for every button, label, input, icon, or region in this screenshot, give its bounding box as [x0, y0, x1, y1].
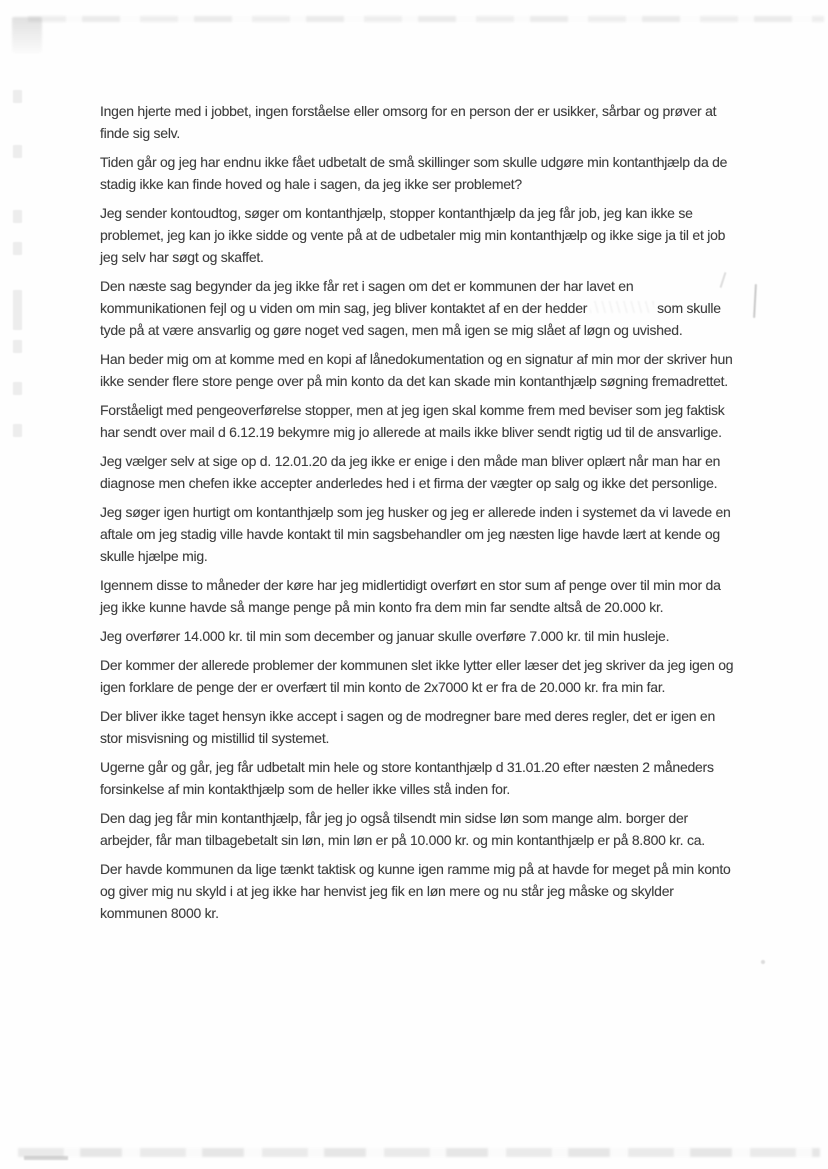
paragraph-3: Jeg sender kontoudtog, søger om kontanthjælp, stopper kontanthjælp da jeg får job, jeg kan ikke se problemet, jeg kan jo ikke sidde og vente på at de udbetaler mig min kontanthjælp og ikke sige ja til et job jeg selv har søgt og skaffet.: [100, 205, 726, 265]
paragraph-4: [100, 275, 736, 341]
scan-edge-smudge: [13, 340, 22, 353]
scan-edge-smudge: [13, 145, 22, 158]
scan-streak-top: [28, 16, 824, 22]
scan-smudge-bottom-left: [24, 1156, 68, 1160]
scan-edge-smudge: [13, 90, 22, 103]
paragraph-2: Tiden går og jeg har endnu ikke fået udbetalt de små skillinger som skulle udgøre min kontanthjælp da de stadig ikke kan finde hoved og hale i sagen, da jeg ikke ser problemet?: [100, 154, 728, 192]
paragraph-4-text-after: som skulle tyde på at være ansvarlig og gøre noget ved sagen, men må igen se mig slået af løgn og uvished.: [100, 300, 721, 338]
scan-edge-smudge: [13, 210, 22, 223]
scan-edge-smudge: [13, 424, 22, 437]
scan-edge-smudge: [13, 382, 22, 395]
paragraph-6: Forståeligt med pengeoverførelse stopper, men at jeg igen skal komme frem med beviser som jeg faktisk har sendt over mail d 6.12.19 bekymre mig jo allerede at mails ikke bliver sendt rigtig ud til de ansvarlige.: [100, 402, 725, 440]
paragraph-7: Jeg vælger selv at sige op d. 12.01.20 da jeg ikke er enige i den måde man bliver oplært når man har en diagnose men chefen ikke accepter anderledes hed i et firma der vægter op salg og ikke det personlige.: [100, 453, 721, 491]
paragraph-8: Jeg søger igen hurtigt om kontanthjælp som jeg husker og jeg er allerede inden i systemet da vi lavede en aftale om jeg stadig ville havde kontakt til min sagsbehandler om jeg næsten lige havde lært at kende og skulle hjælpe mig.: [100, 504, 731, 564]
paragraph-4-text-before: Den næste sag begynder da jeg ikke får ret i sagen om det er kommunen der har lavet en kommunikationen fejl og u viden om min sag, jeg bliver kontaktet af en der hedder: [100, 278, 634, 316]
scan-pen-stroke: [753, 284, 757, 318]
paragraph-11: Der kommer der allerede problemer der kommunen slet ikke lytter eller læser det jeg skriver da jeg igen og igen forklare de penge der er overfært til min konto de 2x7000 kt er fra de 20.000 kr. fra min far.: [100, 657, 734, 695]
scan-edge-smudge: [13, 242, 22, 255]
redacted-name: [590, 301, 654, 313]
paragraph-5: Han beder mig om at komme med en kopi af lånedokumentation og en signatur af min mor der skriver hun ikke sender flere store penge over på min konto da det kan skade min kontanthjælp søgning fremadrettet.: [100, 351, 733, 389]
paragraph-9: Igennem disse to måneder der køre har jeg midlertidigt overført en stor sum af penge over til min mor da jeg ikke kunne havde så mange penge på min konto fra dem min far sendte altså de 20.000 kr.: [100, 577, 721, 615]
document-text: [100, 100, 736, 931]
paragraph-1: Ingen hjerte med i jobbet, ingen forståelse eller omsorg for en person der er usikker, sårbar og prøver at finde sig selv.: [100, 103, 717, 141]
scan-edge-smudge: [13, 290, 22, 330]
paragraph-10: Jeg overfører 14.000 kr. til min som december og januar skulle overføre 7.000 kr. til min husleje.: [100, 628, 670, 644]
paragraph-13: Ugerne går og går, jeg får udbetalt min hele og store kontanthjælp d 31.01.20 efter næsten 2 måneders forsinkelse af min kontakthjælp som de heller ikke villes stå inden for.: [100, 759, 714, 797]
paragraph-14: Den dag jeg får min kontanthjælp, får jeg jo også tilsendt min sidse løn som mange alm. borger der arbejder, får man tilbagebetalt sin løn, min løn er på 10.000 kr. og min kontanthjælp er på 8.800 kr. ca.: [100, 810, 705, 848]
scan-smudge-top-left: [12, 17, 42, 53]
scan-streak-bottom: [18, 1148, 820, 1157]
scan-speck: [761, 960, 765, 964]
paragraph-15: Der havde kommunen da lige tænkt taktisk og kunne igen ramme mig på at havde for meget på min konto og giver mig nu skyld i at jeg ikke har henvist jeg fik en løn mere og nu står jeg måske og skylder kommunen 8000 kr.: [100, 861, 731, 921]
paragraph-12: Der bliver ikke taget hensyn ikke accept i sagen og de modregner bare med deres regler, det er igen en stor misvisning og mistillid til systemet.: [100, 708, 715, 746]
